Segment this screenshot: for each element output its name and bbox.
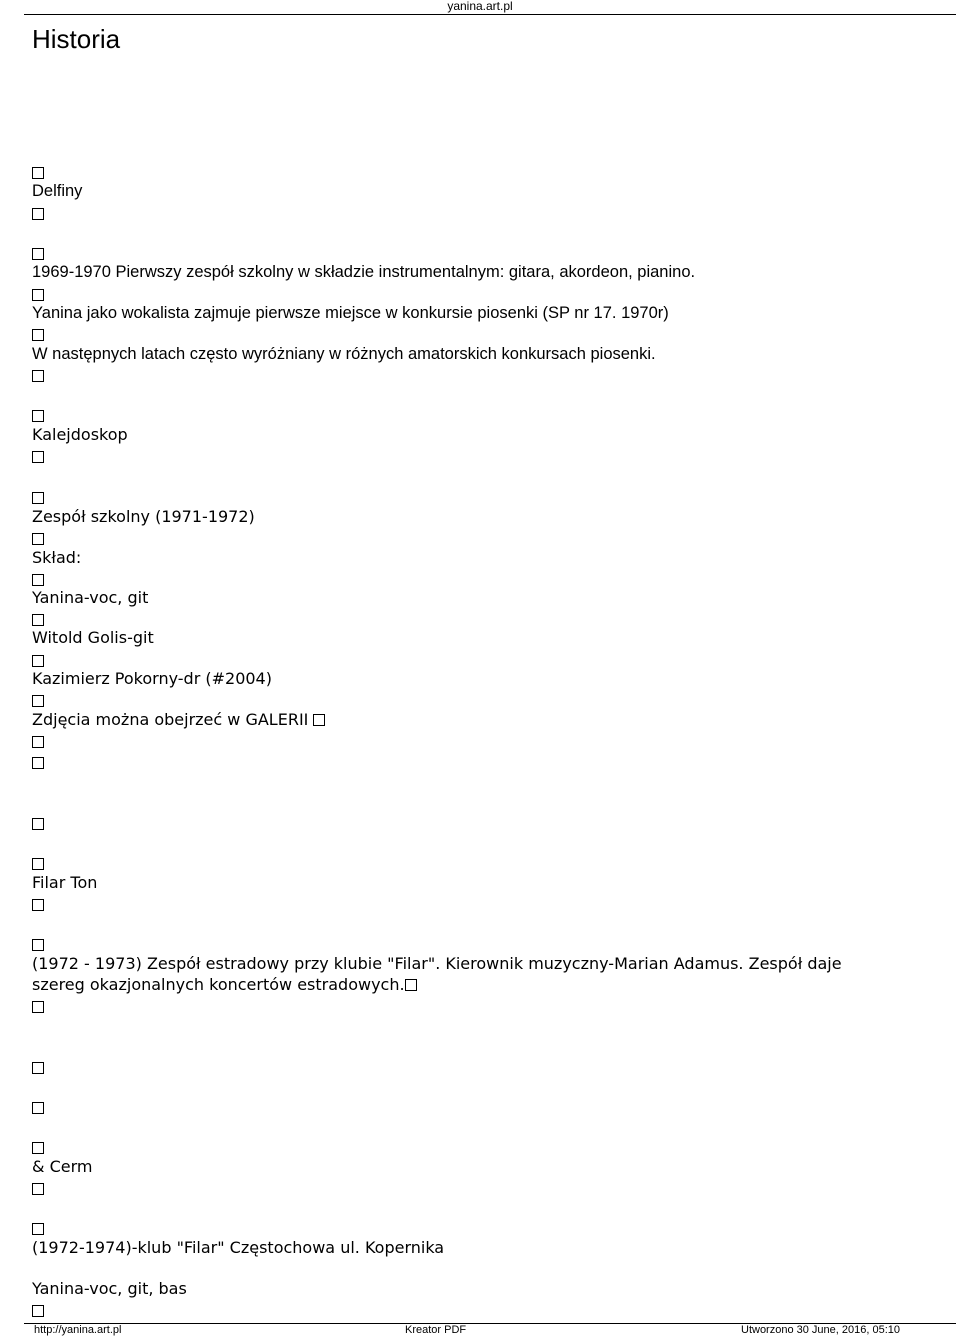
placeholder-glyph <box>32 935 44 955</box>
placeholder-glyph <box>32 732 44 752</box>
kalejdoskop-line-5: Kazimierz Pokorny-dr (#2004) <box>32 669 272 688</box>
kalejdoskop-line-2: Skład: <box>32 548 82 567</box>
kalejdoskop-line-3: Yanina-voc, git <box>32 588 149 607</box>
placeholder-glyph <box>313 714 325 726</box>
placeholder-glyph <box>405 979 417 991</box>
placeholder-glyph <box>32 651 44 671</box>
header-divider <box>24 14 956 15</box>
delfiny-line-2: Yanina jako wokalista zajmuje pierwsze miejsce w konkursie piosenki (SP nr 17. 1970r) <box>32 304 669 322</box>
page-title: Historia <box>32 24 121 54</box>
footer-creator: Kreator PDF <box>405 1324 467 1336</box>
placeholder-glyph <box>32 1301 44 1321</box>
kalejdoskop-line-4: Witold Golis-git <box>32 628 154 647</box>
placeholder-glyph <box>32 997 44 1017</box>
kalejdoskop-line-6: Zdjęcia można obejrzeć w GALERII <box>32 710 309 729</box>
filar-ton-line-2: szereg okazjonalnych koncertów estradowych. <box>32 975 405 994</box>
placeholder-glyph <box>32 854 44 874</box>
section-name-cerm: & Cerm <box>32 1157 93 1176</box>
placeholder-glyph <box>32 1179 44 1199</box>
placeholder-glyph <box>32 366 44 386</box>
section-name-kalejdoskop: Kalejdoskop <box>32 425 128 444</box>
placeholder-glyph <box>32 1219 44 1239</box>
delfiny-line-1: 1969-1970 Pierwszy zespół szkolny w składzie instrumentalnym: gitara, akordeon, pianino. <box>32 263 696 281</box>
placeholder-glyph <box>32 895 44 915</box>
header-site: yanina.art.pl <box>447 0 513 13</box>
placeholder-glyph <box>32 529 44 549</box>
placeholder-glyph <box>32 244 44 264</box>
kalejdoskop-line-6-row <box>32 710 325 730</box>
placeholder-glyph <box>32 570 44 590</box>
placeholder-glyph <box>32 488 44 508</box>
placeholder-glyph <box>32 285 44 305</box>
placeholder-glyph <box>32 814 44 834</box>
cerm-line-2: Yanina-voc, git, bas <box>32 1279 187 1298</box>
section-name-filar-ton: Filar Ton <box>32 873 98 892</box>
placeholder-glyph <box>32 691 44 711</box>
placeholder-glyph <box>32 406 44 426</box>
placeholder-glyph <box>32 325 44 345</box>
section-name-delfiny: Delfiny <box>32 182 83 200</box>
placeholder-glyph <box>32 447 44 467</box>
filar-ton-line-1: (1972 - 1973) Zespół estradowy przy klubie "Filar". Kierownik muzyczny-Marian Adamus. Zespół daje <box>32 954 842 973</box>
placeholder-glyph <box>32 1138 44 1158</box>
placeholder-glyph <box>32 1098 44 1118</box>
footer-url[interactable]: http://yanina.art.pl <box>34 1324 122 1336</box>
placeholder-glyph <box>32 1058 44 1078</box>
footer-created: Utworzono 30 June, 2016, 05:10 <box>741 1324 901 1336</box>
filar-ton-line-2-row <box>32 975 417 995</box>
delfiny-line-3: W następnych latach często wyróżniany w różnych amatorskich konkursach piosenki. <box>32 345 656 363</box>
placeholder-glyph <box>32 753 44 773</box>
placeholder-glyph <box>32 163 44 183</box>
kalejdoskop-line-1: Zespół szkolny (1971-1972) <box>32 507 255 526</box>
placeholder-glyph <box>32 610 44 630</box>
cerm-line-1: (1972-1974)-klub "Filar" Częstochowa ul. Kopernika <box>32 1238 445 1257</box>
placeholder-glyph <box>32 204 44 224</box>
